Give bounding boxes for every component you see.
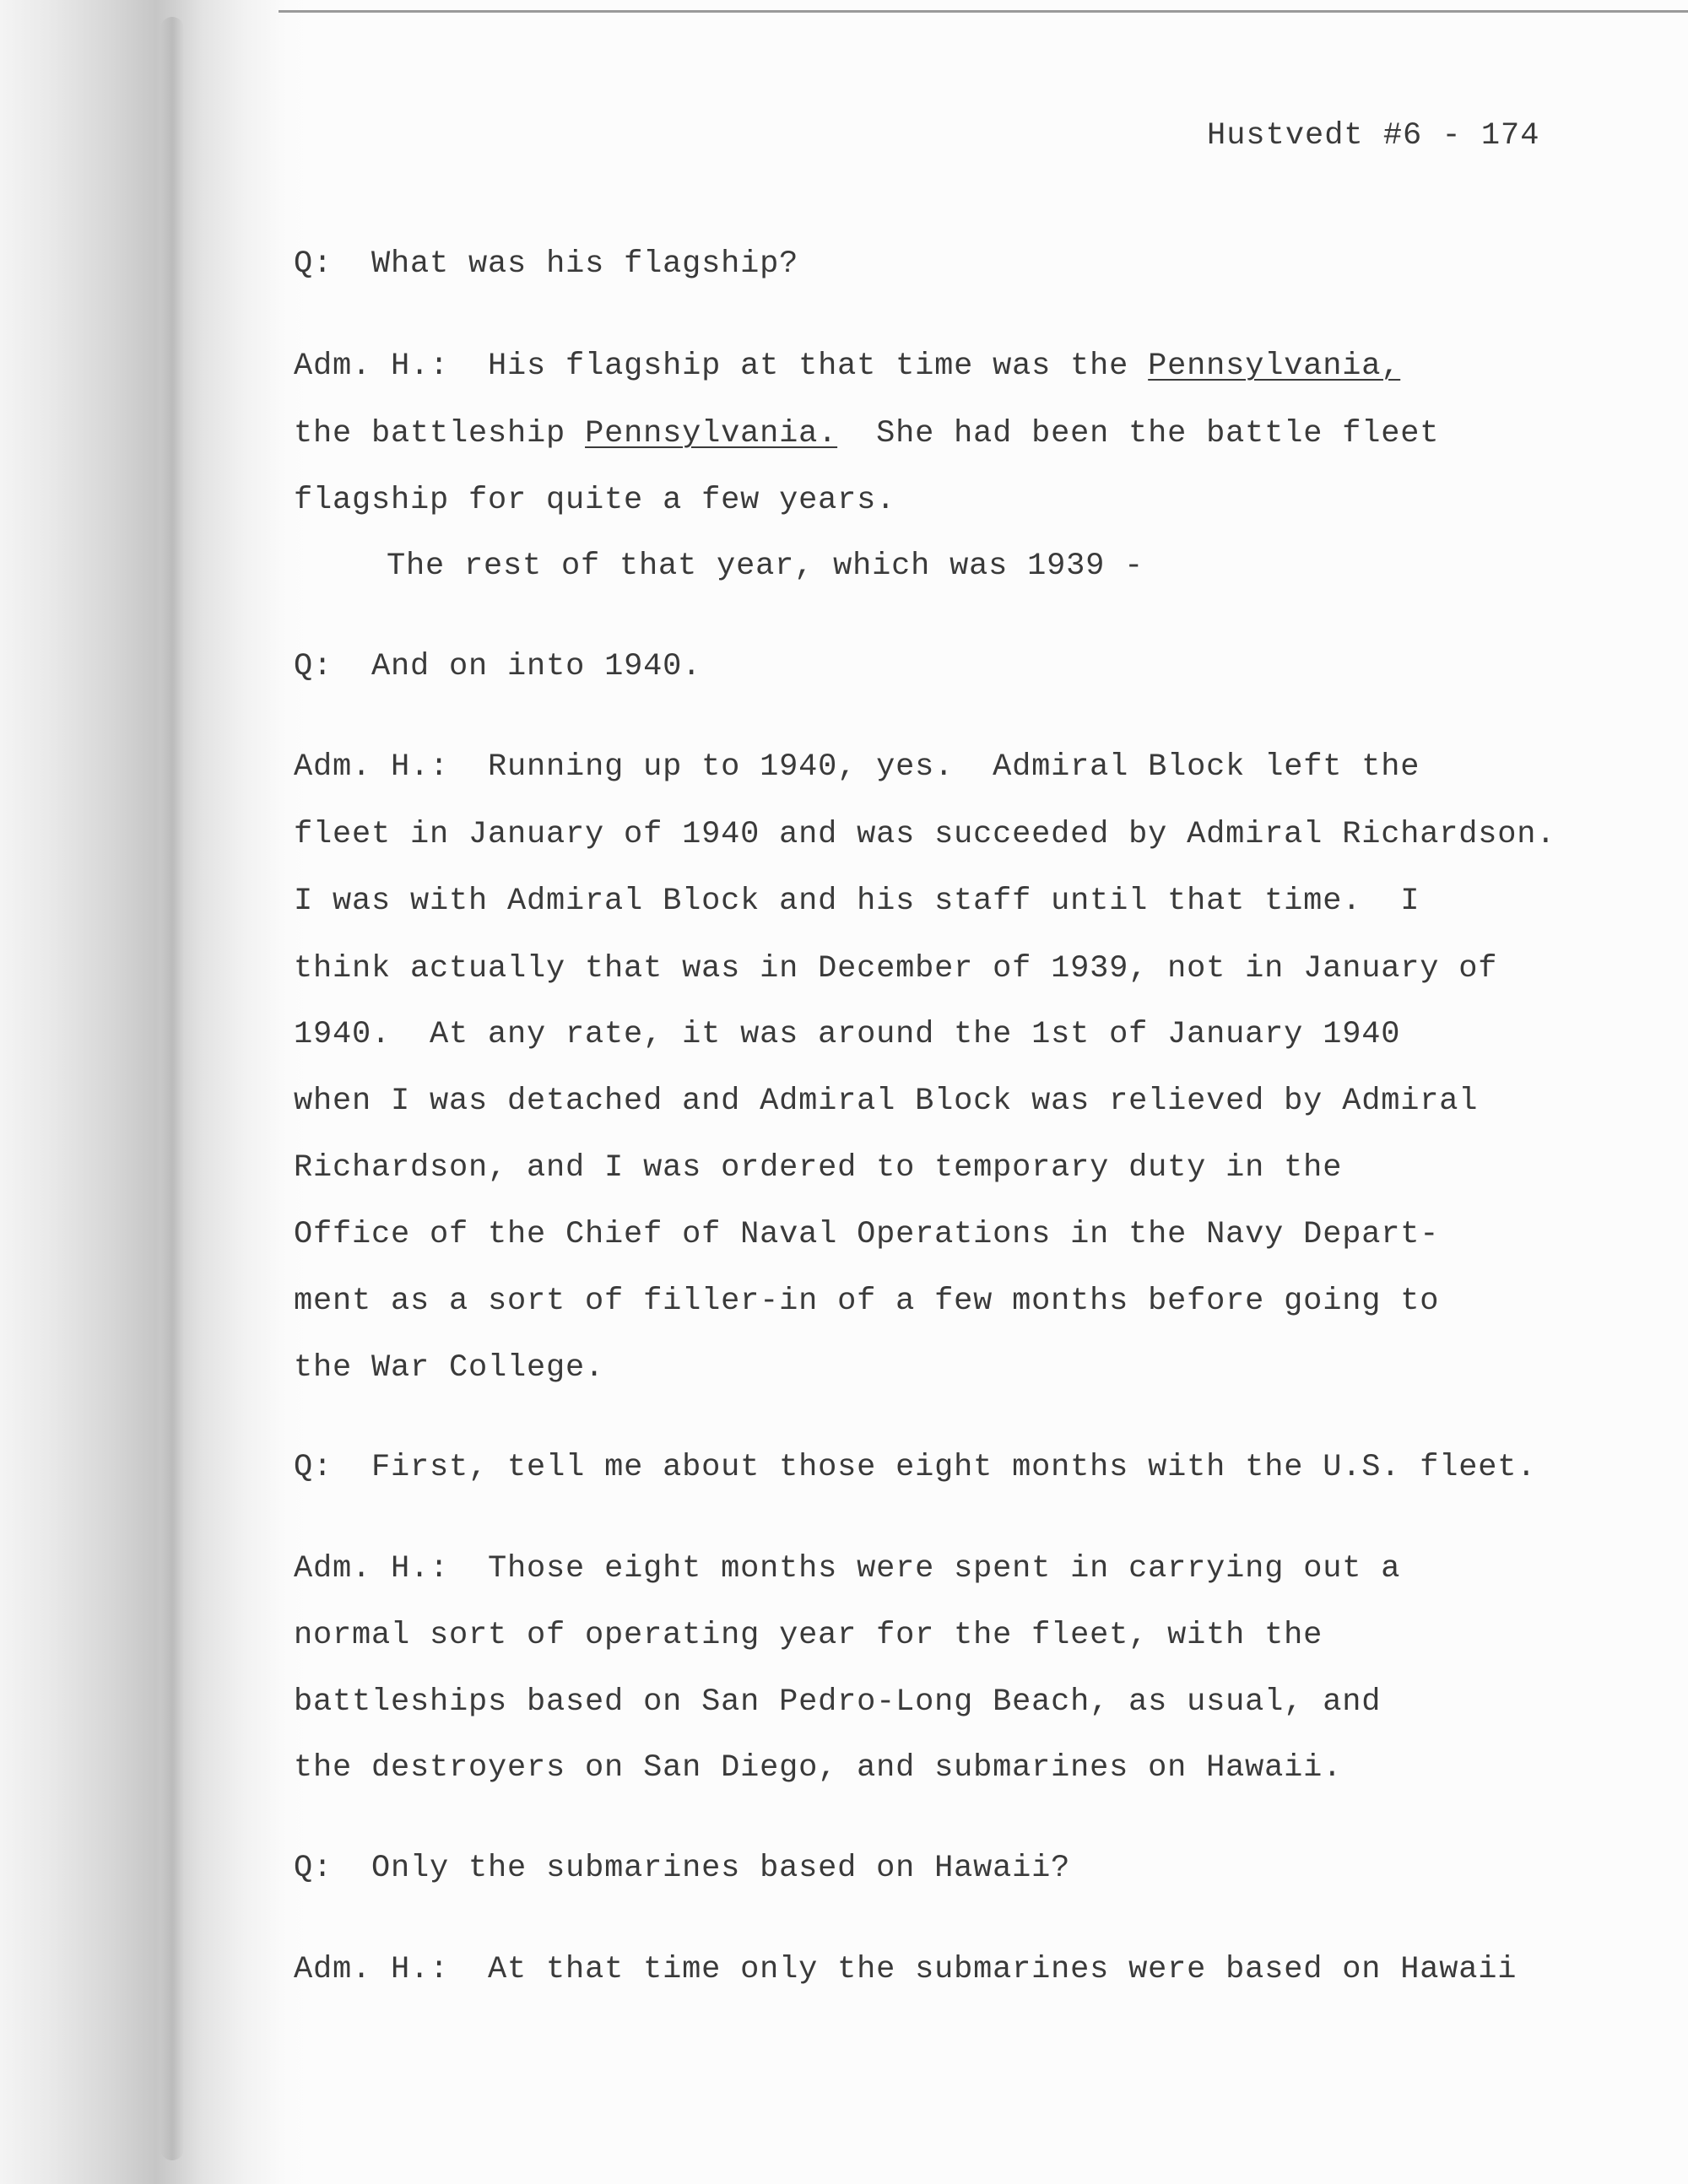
line-text: His flagship at that time was the (488, 349, 1149, 384)
line-text: Only the submarines based on Hawaii? (371, 1851, 1071, 1886)
transcript-line (294, 649, 701, 684)
transcript-line: the War College. (294, 1350, 605, 1386)
transcript-line: Richardson, and I was ordered to temporary duty in the (294, 1150, 1343, 1186)
line-text: the battleship (294, 416, 586, 451)
speaker-label: Adm. H.: (294, 1551, 450, 1587)
transcript-line (294, 1952, 1517, 1987)
transcript-line (294, 246, 798, 282)
transcript-line (294, 749, 1420, 785)
speaker-label: Q: (294, 1851, 333, 1886)
page-header: Hustvedt #6 - 174 (1207, 118, 1540, 154)
speaker-label: Adm. H.: (294, 749, 450, 785)
transcript-line (294, 1450, 1536, 1485)
speaker-label: Adm. H.: (294, 349, 450, 384)
line-text: Running up to 1940, yes. Admiral Block left the (488, 749, 1420, 785)
transcript-line: I was with Admiral Block and his staff until that time. I (294, 884, 1420, 919)
transcript-line: battleships based on San Pedro-Long Beach, as usual, and (294, 1684, 1382, 1720)
transcript-line: The rest of that year, which was 1939 - (387, 549, 1144, 584)
transcript-line (294, 349, 1400, 384)
transcript-line: normal sort of operating year for the fleet, with the (294, 1618, 1323, 1653)
line-text: At that time only the submarines were based on Hawaii (488, 1952, 1518, 1987)
page-top-edge (279, 10, 1688, 13)
transcript-line: fleet in January of 1940 and was succeeded by Admiral Richardson. (294, 817, 1556, 852)
ship-name-underlined: Pennsylvania. (585, 416, 838, 451)
transcript-line (294, 416, 1439, 451)
transcript-line: when I was detached and Admiral Block was relieved by Admiral (294, 1084, 1479, 1119)
speaker-label: Q: (294, 246, 333, 282)
line-text: What was his flagship? (371, 246, 799, 282)
transcript-line: flagship for quite a few years. (294, 483, 896, 518)
line-text: She had been the battle fleet (837, 416, 1440, 451)
ship-name-underlined: Pennsylvania, (1148, 349, 1401, 384)
line-text: And on into 1940. (371, 649, 702, 684)
speaker-label: Adm. H.: (294, 1952, 450, 1987)
transcript-line: Office of the Chief of Naval Operations in the Navy Depart- (294, 1217, 1440, 1252)
transcript-line: 1940. At any rate, it was around the 1st of January 1940 (294, 1017, 1401, 1052)
line-text: First, tell me about those eight months with the U.S. fleet. (371, 1450, 1537, 1485)
transcript-line: think actually that was in December of 1939, not in January of (294, 951, 1498, 987)
transcript-line (294, 1551, 1400, 1587)
transcript-line: ment as a sort of filler-in of a few months before going to (294, 1284, 1440, 1319)
transcript-line: the destroyers on San Diego, and submarines on Hawaii. (294, 1750, 1343, 1786)
transcript-line (294, 1851, 1070, 1886)
line-text: Those eight months were spent in carrying out a (488, 1551, 1401, 1587)
page-fold (160, 17, 184, 2160)
speaker-label: Q: (294, 1450, 333, 1485)
speaker-label: Q: (294, 649, 333, 684)
